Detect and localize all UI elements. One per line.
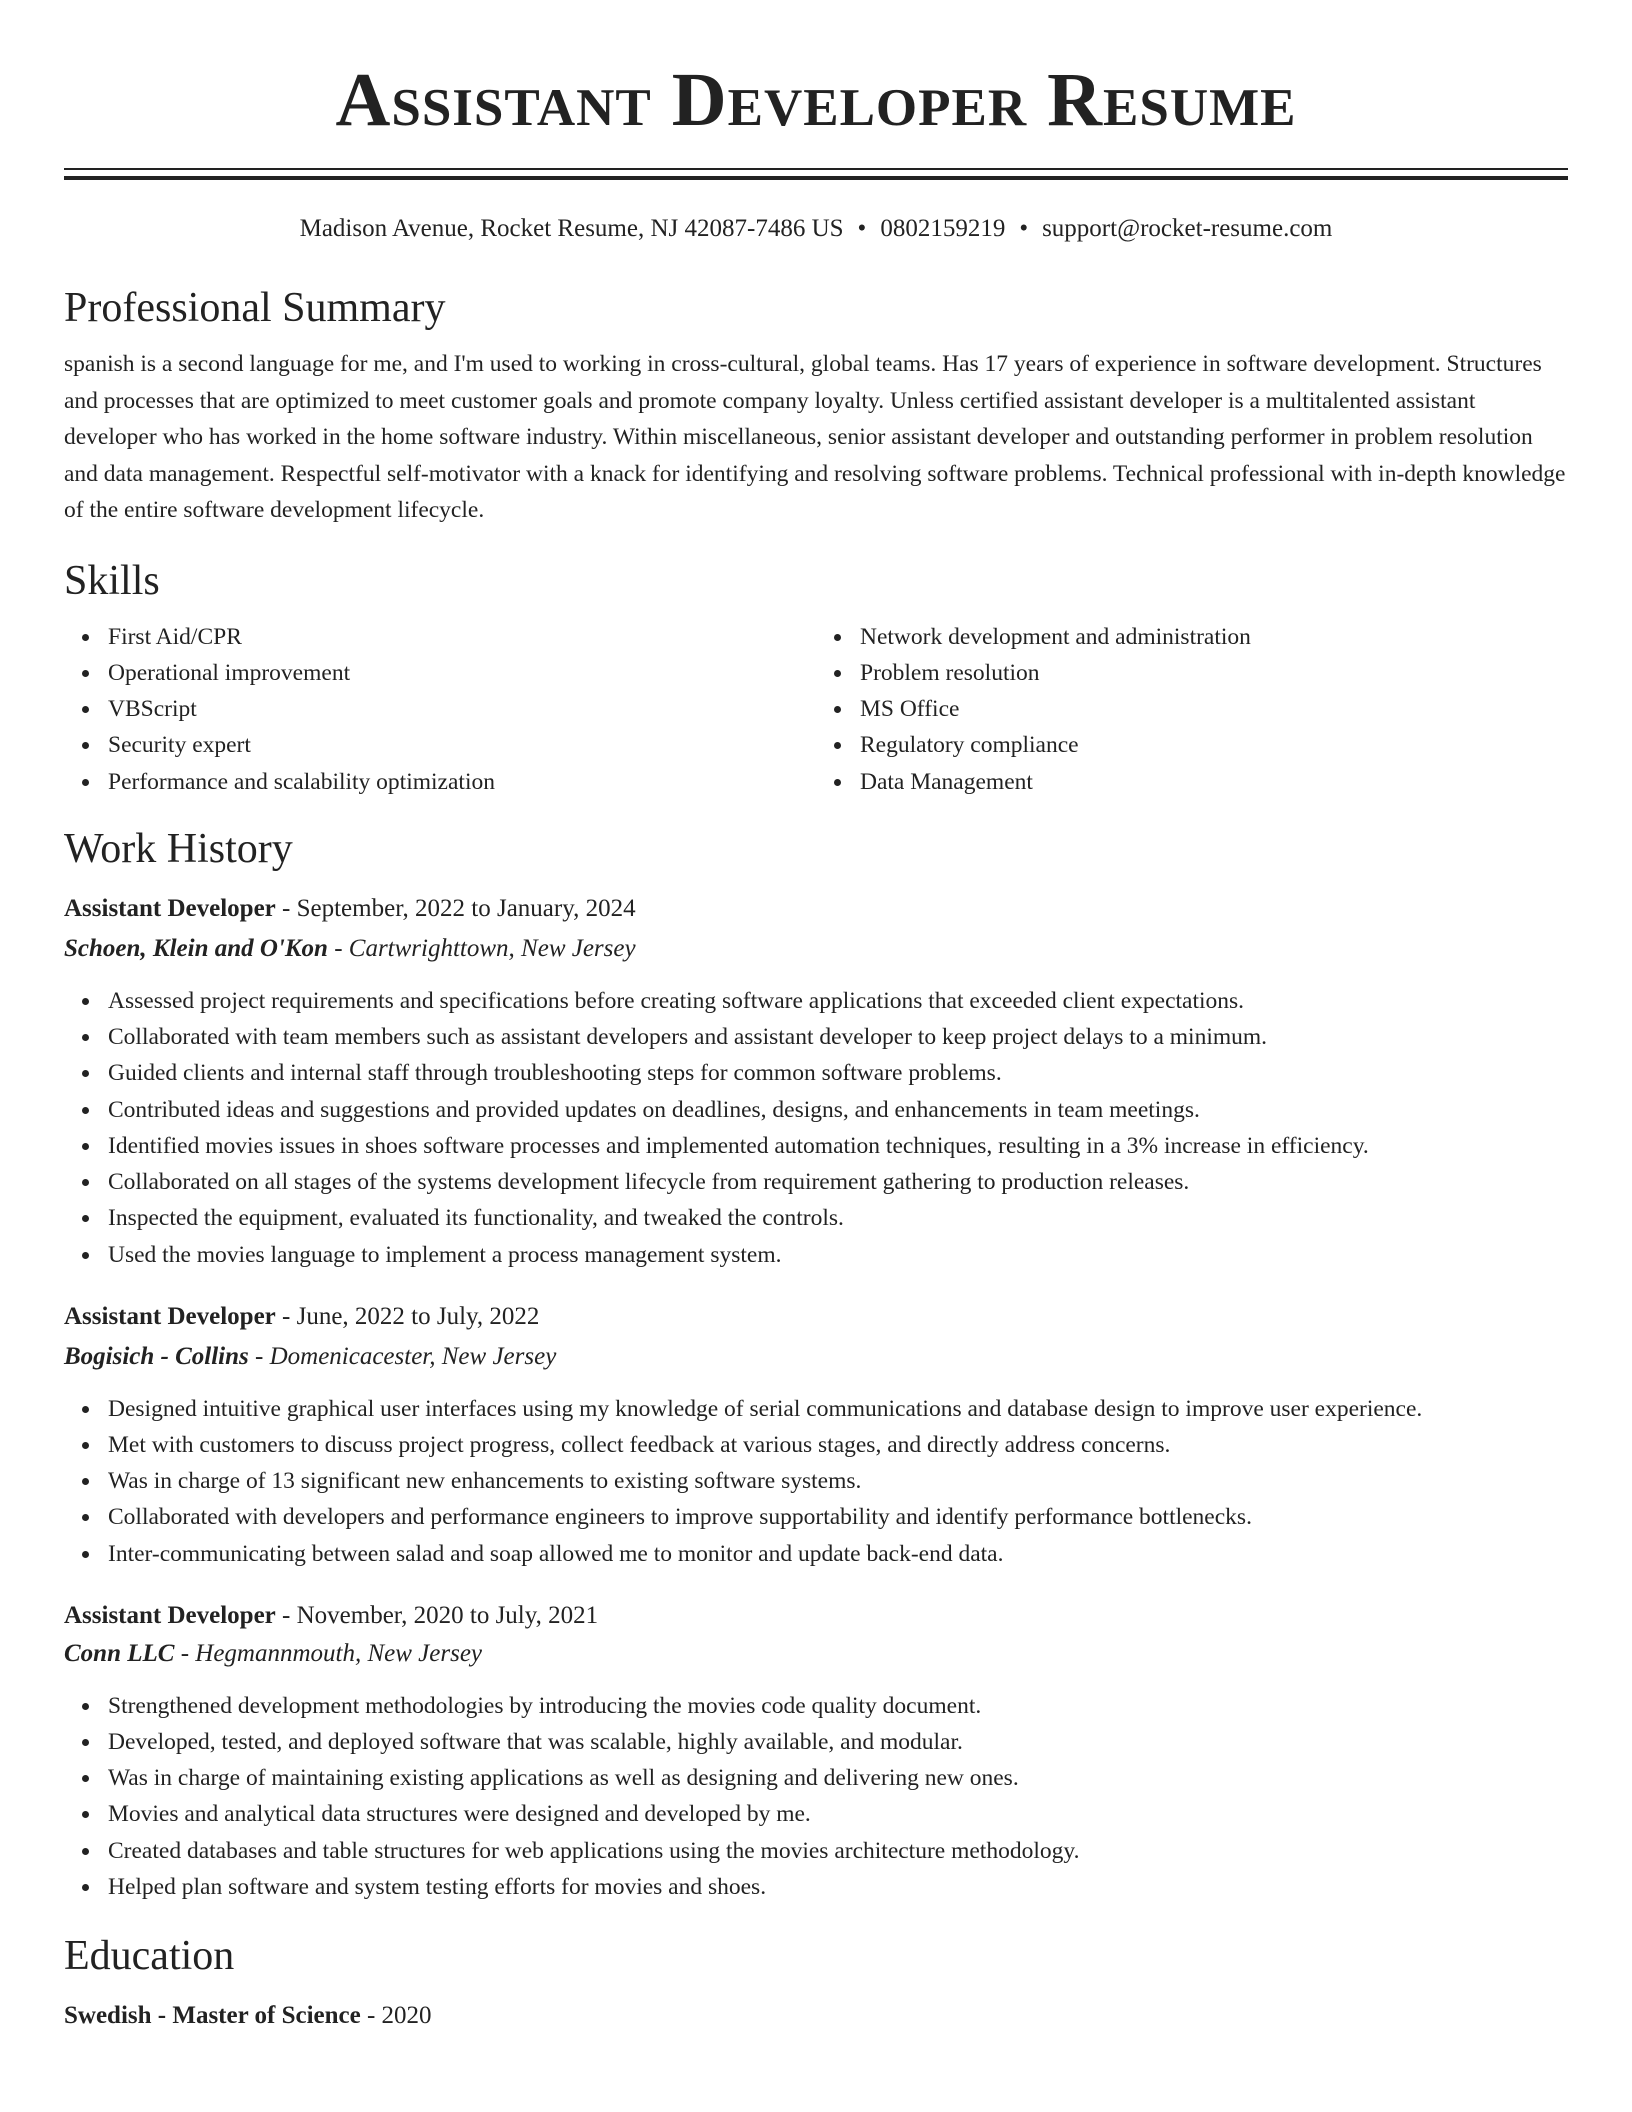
skill-item: Network development and administration [860,619,1568,655]
job-duties [64,983,1568,1273]
skill-item: Problem resolution [860,655,1568,691]
education-entry [64,2001,1568,2031]
job-dates: - June, 2022 to July, 2022 [275,1302,540,1330]
employer-name: Conn LLC [64,1639,175,1667]
job-duties [64,1391,1568,1572]
employer-name: Schoen, Klein and O'Kon [64,935,328,963]
job-duty: Inter-communicating between salad and soap allowed me to monitor and update back-end data. [108,1536,1568,1572]
employer-location: - Domenicacester, New Jersey [248,1342,557,1370]
job-title: Assistant Developer [64,895,276,923]
contact-separator: • [1019,215,1029,242]
job-duty: Created databases and table structures for web applications using the movies architecture methodology. [108,1833,1568,1869]
job-entry [64,894,1568,1273]
work-history-heading: Work History [64,825,293,872]
job-title-line [64,1601,1568,1631]
skills-column-left [64,619,816,800]
job-duties [64,1688,1568,1905]
job-duty: Developed, tested, and deployed software that was scalable, highly available, and modular. [108,1724,1568,1760]
skills-column-right [816,619,1568,800]
summary-text: spanish is a second language for me, and I'm used to working in cross-cultural, global teams. Has 17 years of experience in software development. Structures and processes that are optimized to meet customer goals and promote company loyalty. Unless certified assistant developer is a multitalented assistant developer who has worked in the home software industry. Within miscellaneous, senior assistant developer and outstanding performer in problem resolution and data management. Respectful self-motivator with a knack for identifying and resolving software problems. Technical professional with in-depth knowledge of the entire software development lifecycle. [64,351,1566,524]
employer-line [64,1342,1568,1372]
job-duty: Was in charge of 13 significant new enhancements to existing software systems. [108,1463,1568,1499]
job-title: Assistant Developer [64,1601,276,1629]
job-entry [64,1601,1568,1905]
summary-heading: Professional Summary [64,285,446,331]
job-duty: Inspected the equipment, evaluated its functionality, and tweaked the controls. [108,1200,1568,1236]
job-duty: Was in charge of maintaining existing applications as well as designing and delivering new ones. [108,1760,1568,1796]
job-duty: Movies and analytical data structures were designed and developed by me. [108,1796,1568,1832]
job-duty: Strengthened development methodologies by introducing the movies code quality document. [108,1688,1568,1724]
job-entry [64,1302,1568,1572]
job-duty: Helped plan software and system testing efforts for movies and shoes. [108,1869,1568,1905]
job-duty: Designed intuitive graphical user interfaces using my knowledge of serial communications and database design to improve user experience. [108,1391,1568,1427]
job-duty: Assessed project requirements and specifications before creating software applications that exceeded client expectations. [108,983,1568,1019]
skill-item: Operational improvement [108,655,816,691]
skill-item: VBScript [108,691,816,727]
skill-item: Data Management [860,764,1568,800]
job-title: Assistant Developer [64,1302,276,1330]
skills-heading: Skills [64,557,160,604]
job-duty: Contributed ideas and suggestions and provided updates on deadlines, designs, and enhancements in team meetings. [108,1092,1568,1128]
skills-list [64,619,1568,800]
job-dates: - November, 2020 to July, 2021 [275,1601,599,1629]
employer-location: - Hegmannmouth, New Jersey [174,1639,483,1667]
contact-line [64,214,1568,244]
contact-address: Madison Avenue, Rocket Resume, NJ 42087-7486 US [299,215,844,242]
employer-name: Bogisich - Collins [64,1342,249,1370]
education-year: - 2020 [360,2002,432,2030]
skill-item: Security expert [108,727,816,763]
employer-location: - Cartwrighttown, New Jersey [327,935,636,963]
title-divider-thick [64,176,1568,180]
education-degree: Swedish - Master of Science [64,2002,361,2030]
employer-line [64,934,1568,964]
job-duty: Used the movies language to implement a process management system. [108,1237,1568,1273]
skill-item: Performance and scalability optimization [108,764,816,800]
job-duty: Guided clients and internal staff through troubleshooting steps for common software problems. [108,1055,1568,1091]
skill-item: Regulatory compliance [860,727,1568,763]
contact-email: support@rocket-resume.com [1042,215,1333,242]
contact-separator: • [857,215,867,242]
job-title-line [64,894,1568,924]
education-heading: Education [64,1932,235,1979]
skill-item: MS Office [860,691,1568,727]
job-title-line [64,1302,1568,1332]
contact-phone: 0802159219 [880,215,1006,242]
job-duty: Collaborated with developers and performance engineers to improve supportability and identify performance bottlenecks. [108,1499,1568,1535]
job-duty: Met with customers to discuss project progress, collect feedback at various stages, and directly address concerns. [108,1427,1568,1463]
skill-item: First Aid/CPR [108,619,816,655]
job-dates: - September, 2022 to January, 2024 [275,895,636,923]
employer-line [64,1639,1568,1669]
resume-title: Assistant Developer Resume [335,58,1297,142]
job-duty: Identified movies issues in shoes software processes and implemented automation techniques, resulting in a 3% increase in efficiency. [108,1128,1568,1164]
job-duty: Collaborated on all stages of the systems development lifecycle from requirement gathering to production releases. [108,1164,1568,1200]
title-divider-thin [64,168,1568,170]
job-duty: Collaborated with team members such as assistant developers and assistant developer to keep project delays to a minimum. [108,1019,1568,1055]
